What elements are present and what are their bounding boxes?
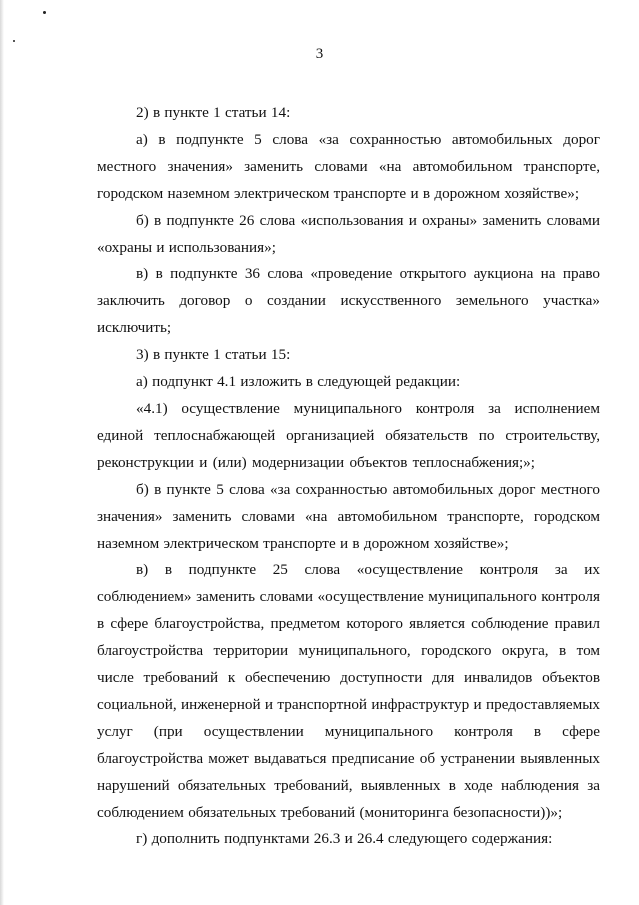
paragraph-subitem-a: а) в подпункте 5 слова «за сохранностью автомобильных дорог местного значения» заменить словами «на автомобильном транспорте, городском наземном электрическом транспорте и в дорожном хозяйстве»; [97,130,600,202]
paragraph-subitem-a: а) подпункт 4.1 изложить в следующей редакции: [136,373,461,391]
paragraph-subitem-v: в) в подпункте 25 слова «осуществление контроля за их соблюдением» заменить словами «осуществление муниципального контроля в сфере благоустройства, предметом которого является соблюдение правил благоустройства территории муниципального, городского округа, в том числе требований к обеспечению доступности для инвалидов объектов социальной, инженерной и транспортной инфраструктур и предоставляемых услуг (при осуществлении муниципального контроля в сфере благоустройства может выдаваться предписание об устранении выявленных нарушений обязательных требований, выявленных в ходе наблюдения за соблюдением обязательных требований (мониторинга безопасности))»; [97,561,600,821]
paragraph-item-3: 3) в пункте 1 статьи 15: [136,346,291,364]
scan-speck [43,11,46,14]
scan-edge [0,0,4,905]
paragraph-quoted-4-1: «4.1) осуществление муниципального контроля за исполнением единой теплоснабжающей организацией обязательств по строительству, реконструкции и (или) модернизации объектов теплоснабжения;»; [97,399,600,471]
paragraph-subitem-v: в) в подпункте 36 слова «проведение открытого аукциона на право заключить договор о создании искусственного земельного участка» исключить; [97,265,600,337]
paragraph-subitem-g: г) дополнить подпунктами 26.3 и 26.4 следующего содержания: [136,830,553,848]
scan-speck [13,40,15,42]
paragraph-subitem-b: б) в пункте 5 слова «за сохранностью автомобильных дорог местного значения» заменить словами «на автомобильном транспорте, городском наземном электрическом транспорте и в дорожном хозяйстве»; [97,480,600,552]
document-body [97,100,600,853]
paragraph-item-2: 2) в пункте 1 статьи 14: [136,104,291,121]
paragraph-subitem-b: б) в подпункте 26 слова «использования и охраны» заменить словами «охраны и использования»; [97,211,600,256]
page-number: 3 [315,46,324,62]
